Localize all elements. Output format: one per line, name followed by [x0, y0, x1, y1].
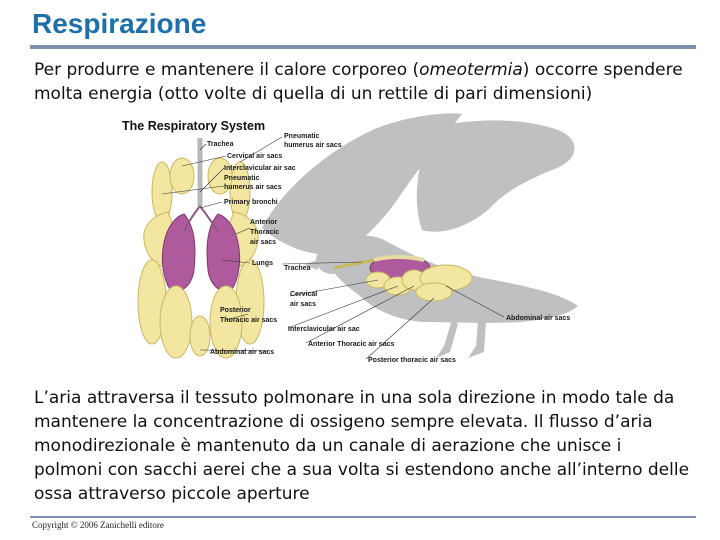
label-pneumatic-humerus-top: Pneumatic humerus air sacs: [284, 133, 342, 149]
label-trachea-right: Trachea: [284, 265, 311, 272]
label-anterior-thoracic-right: Anterior Thoracic air sacs: [308, 341, 395, 348]
label-posterior-thoracic-right: Posterior thoracic air sacs: [368, 357, 456, 364]
label-interclavicular-right: Interclavicular air sac: [288, 326, 360, 333]
label-primary-bronchi: Primary bronchi: [224, 199, 278, 206]
footer-divider: [30, 516, 696, 518]
label-pneumatic-humerus-left: Pneumatic humerus air sacs: [224, 175, 282, 191]
intro-paragraph: [34, 58, 694, 106]
intro-text-end: ) occorre spendere molta energia (otto volte di quella di un rettile di pari dimensioni): [34, 60, 683, 104]
label-trachea-left: Trachea: [207, 141, 234, 148]
label-cervical-air-sacs: Cervical air sacs: [227, 153, 283, 160]
label-abdominal-right: Abdominal air sacs: [506, 315, 571, 322]
label-interclavicular-left: Interclavicular air sac: [224, 165, 296, 172]
body-paragraph: L’aria attraversa il tessuto polmonare in una sola direzione in modo tale da mantenere la concentrazione di ossigeno sempre elevata. Il flusso d’aria monodirezionale è mantenuto da un canale di aerazione che unisce i polmoni con sacchi aerei che a sua volta si estendono anche all’interno delle ossa attraverso piccole aperture: [34, 388, 690, 504]
label-posterior-thoracic-left: Posterior Thoracic air sacs: [220, 307, 278, 324]
label-cervical-right: Cervical air sacs: [290, 291, 318, 308]
intro-italic-term: omeotermia: [419, 60, 523, 80]
copyright-notice: Copyright © 2006 Zanichelli editore: [32, 520, 164, 530]
title-divider: [30, 45, 696, 49]
slide-title: Respirazione: [32, 8, 207, 39]
label-abdominal-left: Abdominal air sacs: [210, 349, 275, 356]
intro-text-start: Per produrre e mantenere il calore corporeo (: [34, 60, 420, 80]
label-lungs: Lungs: [252, 260, 273, 267]
label-anterior-thoracic-left: Anterior Thoracic air sacs: [250, 219, 280, 246]
figure-title: The Respiratory System: [122, 119, 266, 133]
respiratory-system-figure: [112, 110, 582, 374]
